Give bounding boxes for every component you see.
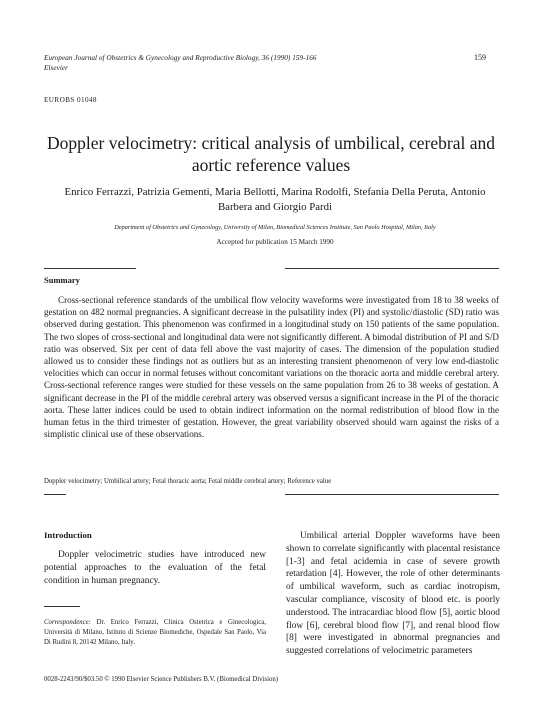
summary-rule-left xyxy=(44,268,136,269)
copyright-footer: 0028-2243/90/$03.50 © 1990 Elsevier Science Publishers B.V. (Biomedical Division) xyxy=(44,676,279,683)
author-list: Enrico Ferrazzi, Patrizia Gementi, Maria Bellotti, Marina Rodolfi, Stefania Della Peruta, Antonio Barbera and Giorgio Pardi xyxy=(64,186,486,213)
page-number: 159 xyxy=(474,53,486,62)
correspondence-note xyxy=(44,618,266,648)
summary-text: Cross-sectional reference standards of the umbilical flow velocity waveforms were investigated from 18 to 38 weeks of gestation on 482 normal pregnancies. A significant decrease in the pulsatility index (PI) and systolic/diastolic (SD) ratio was observed during gestation. This phenomenon was confirmed in a longitudinal study on 150 patients of the same population. The two slopes of cross-sectional and longitudinal data were not significantly different. A bimodal distribution of PI and S/D ratio was observed. Six per cent of data fell above the vast majority of cases. The dimension of the population studied allowed us to consider these findings not as outliers but as an interesting transient phenomenon of very low end-diastolic velocities which can occur in normal fetuses without concomitant variations on the thoracic aorta and middle cerebral artery. Cross-sectional reference ranges were studied for these vessels on the same population from 26 to 38 weeks of gestation. A significant decrease in the PI of the middle cerebral artery was observed versus a significant increase in the PI of the thoracic aorta. These latter indices could be used to obtain indirect information on the normal redistribution of blood flow in the human fetus in the third trimester of gestation. However, the great variability observed should warn against the risks of a simplistic clinical use of these observations. xyxy=(44,295,499,440)
journal-line: European Journal of Obstetrics & Gynecology and Reproductive Biology, 36 (1990) 159-166 xyxy=(44,54,317,62)
keywords: Doppler velocimetry; Umbilical artery; Fetal thoracic aorta; Fetal middle cerebral artery; Reference value xyxy=(44,478,332,485)
introduction-text: Doppler velocimetric studies have introduced new potential approaches to the evaluation of the fetal condition in human pregnancy. xyxy=(44,550,266,586)
summary-heading: Summary xyxy=(44,275,80,285)
summary-rule-right xyxy=(285,268,499,269)
correspondence-label: Correspondence: xyxy=(44,619,91,626)
keywords-rule-left xyxy=(44,494,66,495)
keywords-rule-right xyxy=(285,494,499,495)
journal-citation xyxy=(44,53,317,73)
introduction-heading: Introduction xyxy=(44,530,92,540)
affiliation: Department of Obstetrics and Gynecology, University of Milan, Biomedical Sciences Institute, San Paolo Hospital, Milan, Italy xyxy=(114,224,436,231)
accepted-date: Accepted for publication 15 March 1990 xyxy=(216,238,334,246)
footnote-rule xyxy=(44,606,80,607)
correspondence-text: Dr. Enrico Ferrazzi, Clinica Ostetrica e Ginecologica, Università di Milano, Istituto di Scienze Biomediche, Ospedale San Paolo, Via Di Rudini 8, 20142 Milano, Italy. xyxy=(44,619,266,646)
publisher: Elsevier xyxy=(44,64,68,72)
article-code: EUROBS 01048 xyxy=(44,96,97,104)
paper-title: Doppler velocimetry: critical analysis of umbilical, cerebral and aortic reference values xyxy=(46,133,496,175)
right-column-text: Umbilical arterial Doppler waveforms have been shown to correlate significantly with placental resistance [1-3] and fetal acidemia in case of severe growth retardation [4]. However, the role of other determinants of umbilical waveform, such as cardiac inotropism, vascular compliance, viscosity of blood etc. is poorly understood. The intracardiac blood flow [5], aortic blood flow [6], cerebral blood flow [7], and renal blood flow [8] were investigated in abnormal pregnancies and suggested correlations of velocimetric parameters xyxy=(286,531,500,657)
